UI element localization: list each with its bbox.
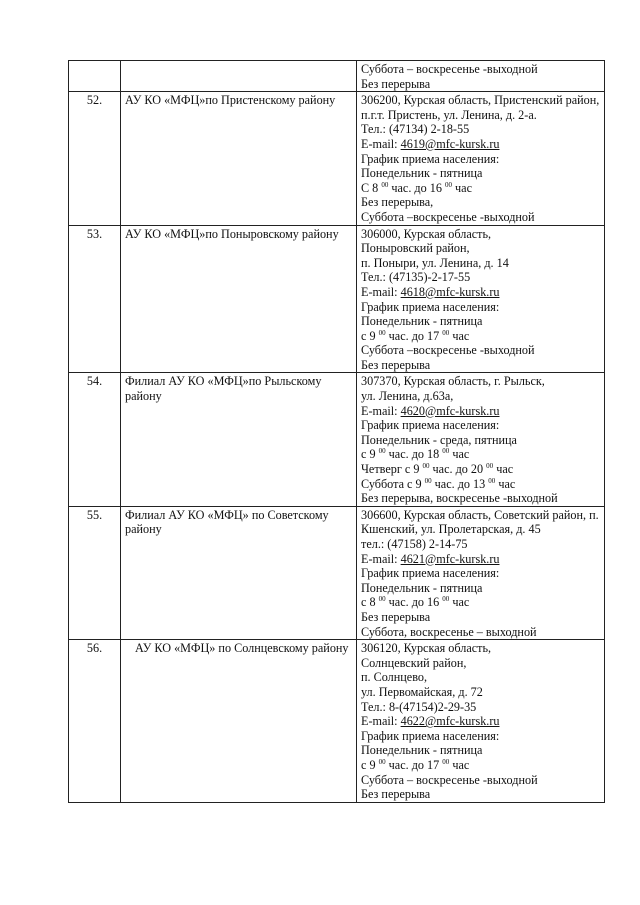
hours-line	[361, 447, 600, 462]
hours-text: час	[449, 328, 470, 343]
row-number: 52.	[69, 92, 121, 225]
info-line: Без перерыва	[361, 357, 431, 372]
hours-line	[361, 477, 600, 492]
office-name: АУ КО «МФЦ» по Солнцевскому району	[121, 640, 357, 803]
info-line: 306120, Курская область,	[361, 641, 492, 656]
minutes-superscript: 00	[378, 757, 386, 766]
minutes-superscript: 00	[442, 757, 450, 766]
info-line: Понедельник - пятница	[361, 580, 483, 595]
email-label: E-mail:	[361, 714, 401, 729]
table-row	[69, 92, 605, 225]
info-line: Понедельник - среда, пятница	[361, 432, 517, 447]
minutes-superscript: 00	[378, 328, 386, 337]
hours-text: час	[452, 180, 472, 195]
email-label: E-mail:	[361, 136, 401, 151]
office-name: АУ КО «МФЦ»по Пристенскому району	[121, 92, 357, 225]
info-line: п. Солнцево,	[361, 670, 428, 685]
info-line: Суббота – воскресенье -выходной	[361, 772, 538, 787]
info-line: ул. Ленина, д.63а,	[361, 389, 454, 404]
hours-text: час. до 17	[385, 757, 443, 772]
minutes-superscript: 00	[442, 447, 450, 456]
info-line: Тел.: (47135)-2-17-55	[361, 270, 471, 285]
hours-text: С 8	[361, 180, 382, 195]
hours-text: час. до 16	[388, 180, 445, 195]
hours-line	[361, 181, 600, 196]
row-number: 53.	[69, 225, 121, 373]
info-line: График приема населения:	[361, 418, 500, 433]
table-row	[69, 506, 605, 639]
row-number: 55.	[69, 506, 121, 639]
hours-text: час. до 17	[385, 328, 443, 343]
hours-text: час	[449, 447, 470, 462]
minutes-superscript: 00	[486, 462, 494, 471]
row-number	[69, 61, 121, 92]
hours-text: час. до 13	[431, 476, 489, 491]
info-line: Солнцевский район,	[361, 655, 467, 670]
hours-text: с 9	[361, 328, 379, 343]
minutes-superscript: 00	[422, 462, 430, 471]
office-name: АУ КО «МФЦ»по Поныровскому району	[121, 225, 357, 373]
email-line	[361, 552, 600, 567]
table-row	[69, 373, 605, 506]
info-line: Понедельник - пятница	[361, 314, 483, 329]
email-link[interactable]: 4620@mfc-kursk.ru	[400, 403, 500, 418]
row-number: 56.	[69, 640, 121, 803]
email-link[interactable]: 4619@mfc-kursk.ru	[400, 136, 500, 151]
hours-text: с 9	[361, 757, 379, 772]
office-contact-info	[357, 640, 605, 803]
office-name: Филиал АУ КО «МФЦ» по Советскому району	[121, 506, 357, 639]
info-line: тел.: (47158) 2-14-75	[361, 537, 468, 551]
email-line	[361, 404, 600, 419]
email-label: E-mail:	[361, 551, 401, 566]
hours-text: час. до 16	[385, 595, 443, 610]
office-name	[121, 61, 357, 92]
hours-text: час	[495, 476, 516, 491]
table-row	[69, 225, 605, 373]
office-contact-info	[357, 225, 605, 373]
offices-table	[68, 60, 605, 803]
info-line: Без перерыва	[361, 76, 431, 91]
hours-line	[361, 758, 600, 773]
minutes-superscript: 00	[424, 476, 432, 485]
info-line: График приема населения:	[361, 566, 500, 581]
table-row	[69, 640, 605, 803]
info-line: п.г.т. Пристень, ул. Ленина, д. 2-а.	[361, 107, 537, 122]
minutes-superscript: 00	[445, 180, 452, 189]
info-line: Тел.: 8-(47154)2-29-35	[361, 699, 477, 714]
info-line: Без перерыва	[361, 609, 431, 624]
info-line: Суббота –воскресенье -выходной	[361, 209, 535, 224]
info-line: Суббота – воскресенье -выходной	[361, 62, 538, 76]
info-line: Понедельник - пятница	[361, 743, 483, 758]
table-row	[69, 61, 605, 92]
office-contact-info	[357, 373, 605, 506]
email-link[interactable]: 4618@mfc-kursk.ru	[400, 284, 500, 299]
office-contact-info	[357, 61, 605, 92]
email-line	[361, 285, 600, 300]
email-link[interactable]: 4621@mfc-kursk.ru	[400, 551, 500, 566]
minutes-superscript: 00	[442, 328, 450, 337]
hours-text: Четверг с 9	[361, 462, 423, 477]
hours-line	[361, 595, 600, 610]
info-line: 307370, Курская область, г. Рыльск,	[361, 374, 545, 389]
info-line: 306000, Курская область,	[361, 226, 492, 241]
email-label: E-mail:	[361, 284, 401, 299]
info-line: Суббота, воскресенье – выходной	[361, 624, 537, 639]
hours-text: Суббота с 9	[361, 476, 425, 491]
info-line: График приема населения:	[361, 151, 500, 166]
email-link[interactable]: 4622@mfc-kursk.ru	[400, 714, 500, 729]
info-line: 306600, Курская область, Советский район, п. Кшенский, ул. Пролетарская, д. 45	[361, 507, 599, 537]
info-line: п. Поныри, ул. Ленина, д. 14	[361, 255, 509, 270]
info-line: 306200, Курская область, Пристенский район,	[361, 93, 600, 108]
minutes-superscript: 00	[378, 595, 386, 604]
info-line: Без перерыва	[361, 787, 431, 802]
email-label: E-mail:	[361, 403, 401, 418]
hours-text: с 8	[361, 595, 379, 610]
info-line: График приема населения:	[361, 728, 500, 743]
office-name: Филиал АУ КО «МФЦ»по Рыльскому району	[121, 373, 357, 506]
office-contact-info	[357, 506, 605, 639]
info-line: Суббота –воскресенье -выходной	[361, 343, 535, 358]
info-line: Тел.: (47134) 2-18-55	[361, 122, 470, 137]
info-line: Понедельник - пятница	[361, 166, 483, 181]
info-line: Поныровский район,	[361, 241, 470, 256]
offices-table-body	[69, 61, 605, 803]
hours-text: час	[449, 595, 470, 610]
hours-line	[361, 329, 600, 344]
hours-text: час	[449, 757, 470, 772]
minutes-superscript: 00	[442, 595, 450, 604]
minutes-superscript: 00	[381, 180, 389, 189]
hours-text: с 9	[361, 447, 379, 462]
row-number: 54.	[69, 373, 121, 506]
minutes-superscript: 00	[488, 476, 496, 485]
info-line: Без перерыва,	[361, 195, 434, 210]
office-contact-info	[357, 92, 605, 225]
hours-text: час. до 20	[429, 462, 487, 477]
hours-text: час	[493, 462, 514, 477]
info-line: ул. Первомайская, д. 72	[361, 684, 483, 699]
email-line	[361, 714, 600, 729]
hours-line	[361, 462, 600, 477]
info-line: График приема населения:	[361, 299, 500, 314]
info-line: Без перерыва, воскресенье -выходной	[361, 491, 558, 506]
email-line	[361, 137, 600, 152]
minutes-superscript: 00	[378, 447, 386, 456]
hours-text: час. до 18	[385, 447, 443, 462]
